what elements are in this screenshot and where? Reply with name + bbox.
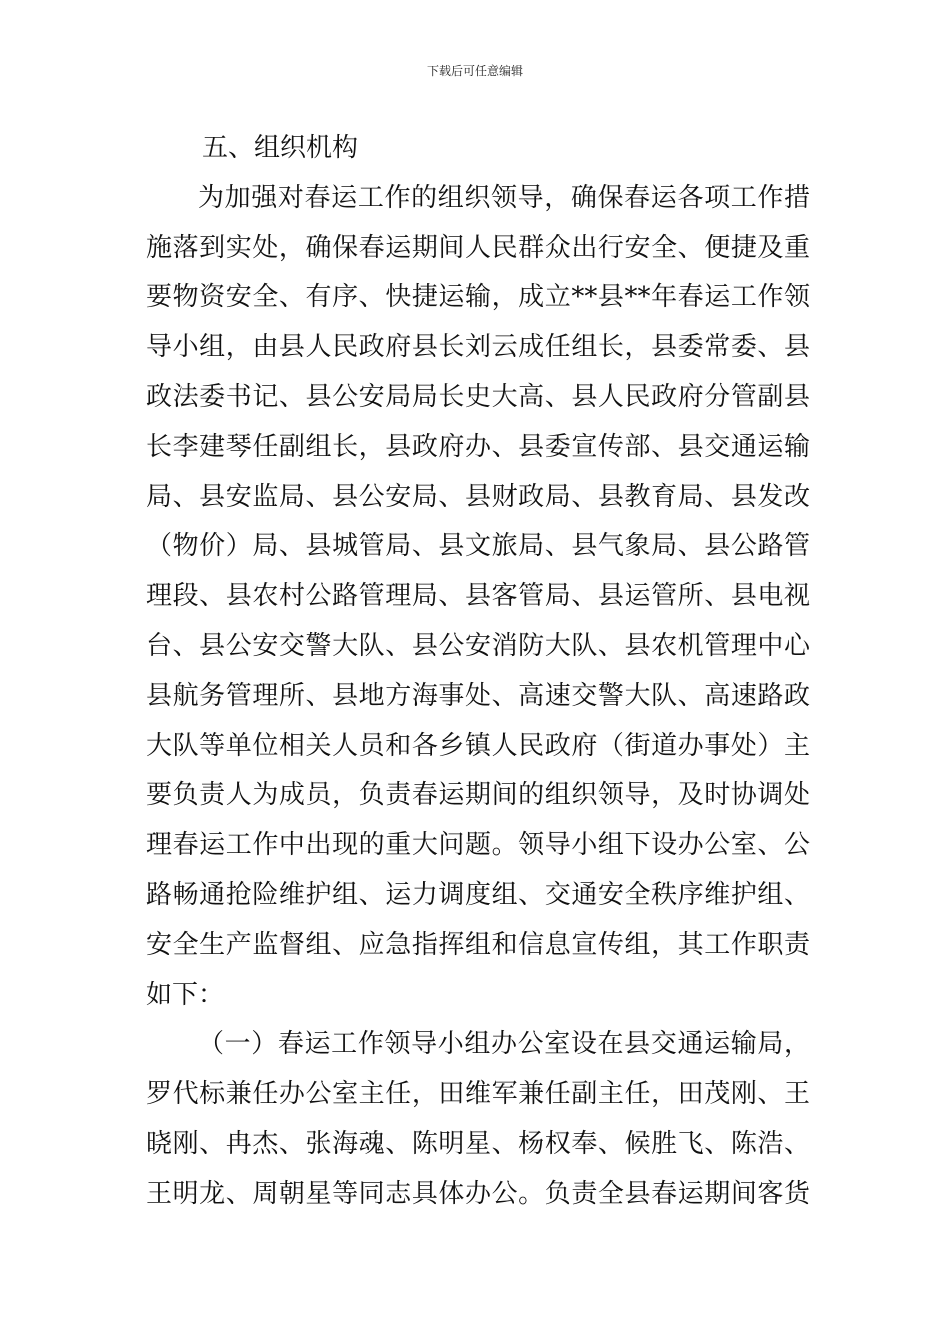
paragraph-line: 理段、县农村公路管理局、县客管局、县运管所、县电视: [146, 581, 810, 612]
paragraph-line: 大队等单位相关人员和各乡镇人民政府（街道办事处）主: [146, 730, 810, 761]
paragraph-line: 王明龙、周朝星等同志具体办公。负责全县春运期间客货: [146, 1178, 810, 1209]
paragraph-line: 安全生产监督组、应急指挥组和信息宣传组，其工作职责: [146, 929, 810, 960]
paragraph-line: 施落到实处，确保春运期间人民群众出行安全、便捷及重: [146, 232, 810, 263]
paragraph-line: 县航务管理所、县地方海事处、高速交警大队、高速路政: [146, 680, 810, 711]
document-body: [146, 124, 810, 1220]
paragraph-office: [146, 1020, 810, 1219]
paragraph-line: （物价）局、县城管局、县文旅局、县气象局、县公路管: [146, 531, 810, 562]
paragraph-line: 为加强对春运工作的组织领导，确保春运各项工作措: [198, 182, 810, 213]
paragraph-line: 路畅通抢险维护组、运力调度组、交通安全秩序维护组、: [146, 879, 810, 910]
section-heading: 五、组织机构: [202, 133, 359, 163]
paragraph-line: 政法委书记、县公安局局长史大高、县人民政府分管副县: [146, 381, 810, 412]
paragraph-line: 局、县安监局、县公安局、县财政局、县教育局、县发改: [146, 481, 810, 512]
paragraph-line: （一）春运工作领导小组办公室设在县交通运输局，: [198, 1029, 810, 1060]
paragraph-line: 导小组，由县人民政府县长刘云成任组长，县委常委、县: [146, 332, 810, 363]
page-header-note: 下载后可任意编辑: [426, 64, 523, 78]
paragraph-line: 理春运工作中出现的重大问题。领导小组下设办公室、公: [146, 830, 810, 861]
paragraph-line: 罗代标兼任办公室主任，田维军兼任副主任，田茂刚、王: [146, 1079, 810, 1110]
paragraph-line: 长李建琴任副组长，县政府办、县委宣传部、县交通运输: [146, 431, 810, 462]
paragraph-line: 要物资安全、有序、快捷运输，成立**县**年春运工作领: [146, 282, 810, 313]
paragraph-line: 台、县公安交警大队、县公安消防大队、县农机管理中心: [146, 630, 810, 661]
paragraph-line: 晓刚、冉杰、张海魂、陈明星、杨权奉、候胜飞、陈浩、: [146, 1128, 810, 1159]
paragraph-line: 要负责人为成员，负责春运期间的组织领导，及时协调处: [146, 780, 810, 811]
paragraph-line: 如下：: [146, 979, 225, 1010]
paragraph-organization: [146, 174, 810, 1021]
